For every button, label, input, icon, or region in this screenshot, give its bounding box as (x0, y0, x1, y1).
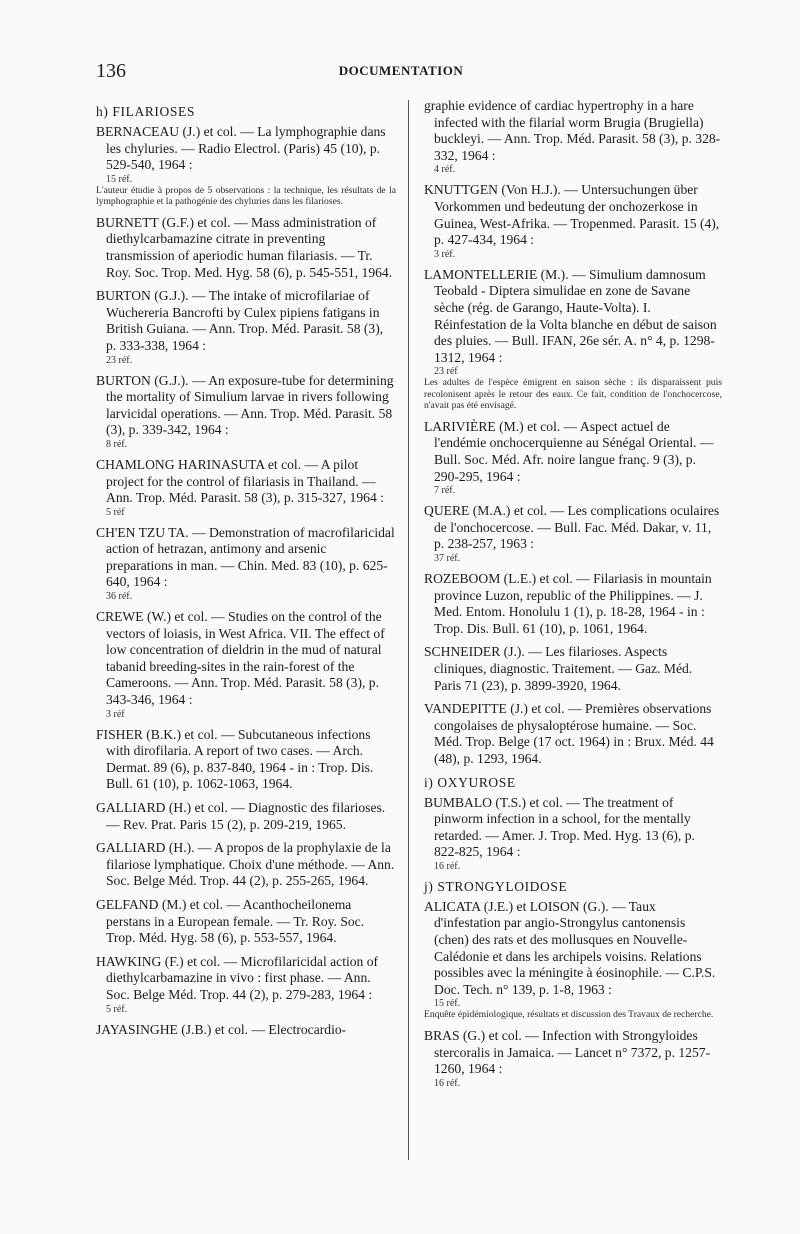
left-column (96, 98, 396, 1045)
citation-text: GELFAND (M.) et col. — Acanthocheilonema perstans in a European female. — Tr. Roy. Soc. Trop. Méd. Hyg. 58 (6), p. 553-557, 1964. (96, 896, 365, 946)
bibliography-entry (96, 840, 396, 890)
citation-text: GALLIARD (H.). — A propos de la prophylaxie de la filariose lymphatique. Choix d'une méthode. — Ann. Soc. Belge Méd. Trop. 44 (2), p. 255-265, 1964. (96, 840, 395, 889)
reference-count: 16 réf. (434, 1077, 461, 1089)
reference-count: 23 réf. (106, 354, 133, 366)
citation-text: BURTON (G.J.). — The intake of microfilariae of Wuchereria Bancrofti by Culex pipiens fatigans in British Guiana. — Ann. Trop. Méd. Parasit. 58 (3), p. 333-338, 1964 : (96, 288, 384, 353)
right-column (424, 98, 722, 1096)
citation-text: LARIVIÈRE (M.) et col. — Aspect actuel de l'endémie onchocerquienne au Sénégal Oriental. — Bull. Soc. Méd. Afr. noire langue franç. 9 (3), p. 290-295, 1964 : (424, 418, 714, 484)
citation-text: CHAMLONG HARINASUTA et col. — A pilot project for the control of filariasis in Thailand. — Ann. Trop. Méd. Parasit. 58 (3), p. 315-327, 1964 : (96, 456, 384, 506)
bibliography-entry (424, 644, 722, 694)
bibliography-entry (424, 1028, 722, 1089)
bibliography-entry (424, 795, 722, 872)
reference-count: 5 réf (106, 506, 125, 518)
bibliography-entry (424, 899, 722, 1021)
bibliography-entry (424, 182, 722, 259)
bibliography-entry (424, 419, 722, 496)
citation-text: BERNACEAU (J.) et col. — La lymphographie dans les chyluries. — Radio Electrol. (Paris) 45 (10), p. 529-540, 1964 : (96, 124, 386, 173)
citation-text: FISHER (B.K.) et col. — Subcutaneous infections with dirofilaria. A report of two cases. — Arch. Dermat. 89 (6), p. 837-840, 1964 - in : Trop. Dis. Bull. 61 (10), p. 1062-1063, 1964. (96, 726, 374, 792)
bibliography-entry (96, 124, 396, 208)
running-head: DOCUMENTATION (338, 63, 464, 78)
reference-count: 37 réf. (434, 552, 461, 564)
reference-count: 8 réf. (106, 438, 128, 450)
bibliography-entry (96, 1022, 396, 1039)
citation-text: BUMBALO (T.S.) et col. — The treatment of pinworm infection in a school, for the mentally retarded. — Amer. J. Trop. Med. Hyg. 13 (6), p. 822-825, 1964 : (424, 794, 695, 860)
citation-text: HAWKING (F.) et col. — Microfilaricidal action of diethylcarbamazine in vivo : first phase. — Ann. Soc. Belge Méd. Trop. 44 (2), p. 279-283, 1964 : (96, 953, 379, 1002)
bibliography-entry (96, 215, 396, 281)
reference-count: 5 réf. (106, 1003, 128, 1015)
bibliography-entry (424, 571, 722, 637)
reference-count: 16 réf. (434, 860, 461, 872)
bibliography-entry (424, 503, 722, 564)
citation-text: JAYASINGHE (J.B.) et col. — Electrocardio- (96, 1021, 347, 1037)
citation-text: BURTON (G.J.). — An exposure-tube for determining the mortality of Simulium larvae in rivers following larvicidal operations. — Ann. Trop. Méd. Parasit. 58 (3), p. 339-342, 1964 : (96, 372, 394, 438)
column-divider (408, 100, 409, 1160)
abstract-note: Les adultes de l'espèce émigrent en saison sèche : ils disparaissent puis recolonisent après le retour des eaux. Ce fait, condition de l'onchocercose, n'avait pas été envisagé. (424, 377, 722, 412)
citation-text: LAMONTELLERIE (M.). — Simulium damnosum Teobald - Diptera simulidae en zone de Savane sèche (rég. de Garango, Haute-Volta). I. Réinfestation de la Volta blanche en début de saison des pluies. — Bull. IFAN, 26e sér. A. n° 4, p. 1298-1312, 1964 : (424, 266, 717, 365)
bibliography-entry (96, 800, 396, 833)
reference-count: 15 réf. (106, 173, 133, 185)
section-title: h) FILARIOSES (96, 104, 195, 119)
reference-count: 36 réf. (106, 591, 133, 603)
citation-text: ROZEBOOM (L.E.) et col. — Filariasis in mountain province Luzon, republic of the Philippines. — J. Med. Entom. Honolulu 1 (1), p. 18-28, 1964 - in : Trop. Dis. Bull. 61 (10), p. 1061, 1964. (424, 570, 712, 636)
citation-text: VANDEPITTE (J.) et col. — Premières observations congolaises de physaloptérose humaine. — Soc. Méd. Trop. Belge (17 oct. 1964) in : Brux. Méd. 44 (48), p. 1293, 1964. (424, 701, 714, 766)
reference-count: 23 réf (434, 366, 458, 378)
bibliography-entry (424, 98, 722, 175)
reference-count: 15 réf. (434, 998, 461, 1010)
citation-text: graphie evidence of cardiac hypertrophy in a hare infected with the filarial worm Brugia (Brugiella) buckleyi. — Ann. Trop. Méd. Parasit. 58 (3), p. 328-332, 1964 : (424, 98, 721, 163)
bibliography-entry (96, 954, 396, 1015)
citation-text: ALICATA (J.E.) et LOISON (G.). — Taux d'infestation par angio-Strongylus cantonensis (chen) des rats et des mollusques en Nouvelle-Calédonie et dans les archipels voisins. Relations possibles avec la méningite à éosinophile. — C.P.S. Doc. Tech. n° 139, p. 1-8, 1963 : (424, 898, 716, 997)
citation-text: BRAS (G.) et col. — Infection with Strongyloides stercoralis in Jamaica. — Lancet n° 7372, p. 1257-1260, 1964 : (424, 1027, 711, 1077)
citation-text: GALLIARD (H.) et col. — Diagnostic des filarioses. — Rev. Prat. Paris 15 (2), p. 209-219, 1965. (96, 800, 386, 832)
page-header (96, 60, 706, 82)
bibliography-entry (96, 727, 396, 793)
reference-count: 3 réf (106, 708, 125, 720)
citation-text: KNUTTGEN (Von H.J.). — Untersuchungen über Vorkommen und bedeutung der onchozerkose in Guinea, West-Afrika. — Tropenmed. Parasit. 15 (4), p. 427-434, 1964 : (424, 182, 720, 248)
abstract-note: Enquête épidémiologique, résultats et discussion des Travaux de recherche. (424, 1009, 714, 1021)
citation-text: CH'EN TZU TA. — Demonstration of macrofilaricidal action of hetrazan, antimony and arsenic preparations in man. — Chin. Med. 83 (10), p. 625-640, 1964 : (96, 524, 395, 590)
page-number: 136 (96, 60, 126, 82)
citation-text: SCHNEIDER (J.). — Les filarioses. Aspects cliniques, diagnostic. Traitement. — Gaz. Méd. Paris 71 (23), p. 3899-3920, 1964. (424, 644, 693, 693)
reference-count: 4 réf. (434, 164, 456, 176)
bibliography-entry (96, 609, 396, 720)
citation-text: QUERE (M.A.) et col. — Les complications oculaires de l'onchocercose. — Bull. Fac. Méd. Dakar, v. 11, p. 238-257, 1963 : (424, 503, 720, 552)
bibliography-entry (96, 288, 396, 365)
bibliography-entry (96, 897, 396, 947)
bibliography-entry (96, 373, 396, 450)
reference-count: 7 réf. (434, 485, 456, 497)
bibliography-entry (424, 701, 722, 767)
bibliography-entry (96, 525, 396, 602)
section-title: j) STRONGYLOIDOSE (424, 878, 568, 894)
citation-text: CREWE (W.) et col. — Studies on the control of the vectors of loiasis, in West Africa. VII. The effect of low concentration of dieldrin in the mud of natural tabanid breeding-sites in the rain-forest of the Cameroons. — Ann. Trop. Méd. Parasit. 58 (3), p. 343-346, 1964 : (96, 609, 385, 708)
bibliography-entry (424, 267, 722, 412)
reference-count: 3 réf. (434, 248, 456, 260)
abstract-note: L'auteur étudie à propos de 5 observations : la technique, les résultats de la lymphographie et la pathogénie des chyluries dans les filarioses. (96, 184, 396, 208)
bibliography-entry (96, 457, 396, 518)
section-title: i) OXYUROSE (424, 774, 516, 790)
citation-text: BURNETT (G.F.) et col. — Mass administration of diethylcarbamazine citrate in preventing transmission of aperiodic human filariasis. — Tr. Roy. Soc. Trop. Med. Hyg. 58 (6), p. 545-551, 1964. (96, 214, 393, 280)
